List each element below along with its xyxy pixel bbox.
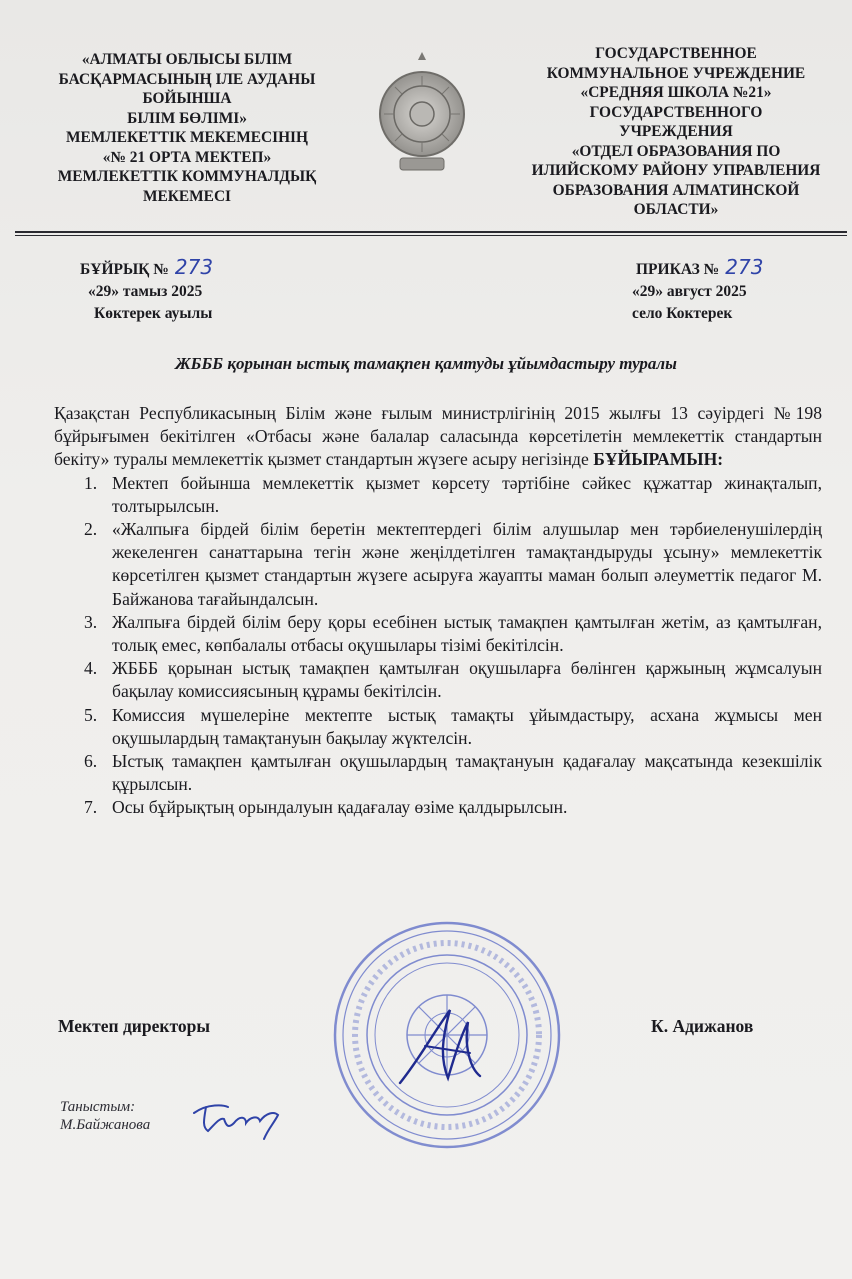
acquainted-label: Таныстым: [60, 1099, 136, 1115]
header-russian-org [505, 44, 847, 220]
order-kz-number: 273 [174, 255, 214, 279]
order-ru-date: «29» август 2025 [632, 283, 747, 300]
header-left-line: МЕМЛЕКЕТТІК МЕКЕМЕСІНІҢ [65, 129, 309, 146]
order-ru-line [636, 256, 820, 281]
header-right-line: «СРЕДНЯЯ ШКОЛА №21» [580, 84, 772, 101]
order-ru-number: 273 [725, 255, 764, 279]
item-text: Ыстық тамақпен қамтылған оқушылардың тамақтануын қадағалау мақсатында кезекшілік құрылсын. [112, 751, 822, 795]
director-signature [400, 1010, 480, 1083]
school-seal-stamp [330, 918, 565, 1153]
header-left-line: БІЛІМ БӨЛІМІ» [127, 109, 247, 127]
item-number: 4. [84, 658, 98, 679]
list-item [54, 796, 822, 819]
item-number: 1. [84, 472, 98, 493]
document-title: ЖБББ қорынан ыстық тамақпен қамтуды ұйымдастыру туралы [175, 354, 677, 373]
order-kz-label: БҰЙРЫҚ № [80, 261, 169, 278]
document-body [54, 402, 822, 820]
header-left-line: БОЙЫНША [142, 90, 232, 107]
state-emblem-icon [372, 46, 472, 178]
signature-name: К. Адижанов [651, 1016, 754, 1036]
header-right-line: КОММУНАЛЬНОЕ УЧРЕЖДЕНИЕ [546, 64, 806, 82]
item-number: 6. [84, 751, 98, 772]
header-left-line: МЕКЕМЕСІ [142, 187, 232, 205]
header-divider [15, 231, 847, 233]
header-divider-thin [15, 235, 847, 236]
header-right-line: УЧРЕЖДЕНИЯ [619, 123, 733, 140]
item-text: Комиссия мүшелеріне мектепте ыстық тамақты ұйымдастыру, асхана жұмысы мен оқушылардың тамақтануын бақылау жүктелсін. [112, 704, 822, 748]
item-text: Осы бұйрықтың орындалуын қадағалау өзіме қалдырылсын. [112, 797, 568, 818]
list-item [54, 750, 822, 796]
item-number: 5. [84, 704, 98, 725]
list-item [54, 611, 822, 657]
header-right-line: «ОТДЕЛ ОБРАЗОВАНИЯ ПО [571, 142, 781, 160]
header-left-line: «АЛМАТЫ ОБЛЫСЫ БІЛІМ [81, 51, 293, 68]
signature-position: Мектеп директоры [58, 1016, 210, 1036]
list-item [54, 472, 822, 518]
header-right-line: ИЛИЙСКОМУ РАЙОНУ УПРАВЛЕНИЯ [531, 162, 821, 179]
order-items-list [54, 472, 822, 820]
header-left-line: БАСҚАРМАСЫНЫҢ ІЛЕ АУДАНЫ [58, 70, 316, 88]
item-text: «Жалпыға бірдей білім беретін мектептердегі білім алушылар мен тәрбиеленушілердің жекеленген санаттарына тегін және жеңілдетілген тамақтандыруды ұсыну» мемлекеттік көрсетілген қызмет стандартын жүзеге асыруға жауапты маман болып әлеуметтік педагог М. Байжанова тағайындалсын. [112, 519, 822, 609]
item-number: 3. [84, 611, 98, 632]
header-right-line: ГОСУДАРСТВЕННОГО [589, 103, 763, 121]
order-kz-date: «29» тамыз 2025 [88, 283, 203, 300]
intro-text: Қазақстан Республикасының Білім және ғылым министрлігінің 2015 жылғы 13 сәуірдегі №198 бұйрығымен бекітілген «Отбасы және балалар саласында көрсетілетін мемлекеттік стандартын бекіту» туралы мемлекеттік қызмет стандартын жүзеге асыру негізінде [54, 403, 822, 470]
order-kz-line [80, 256, 340, 281]
acquainted-signature [188, 1095, 298, 1143]
intro-command: БҰЙЫРАМЫН: [593, 449, 724, 470]
order-kazakh [80, 256, 340, 325]
header-left-line: «№ 21 ОРТА МЕКТЕП» [102, 148, 272, 166]
item-text: Жалпыға бірдей білім беру қоры есебінен ыстық тамақпен қамтылған жетім, аз қамтылған, толық емес, көпбалалы отбасы оқушылары тізімі бекітілсін. [112, 611, 822, 656]
list-item [54, 657, 822, 703]
header-left-line: МЕМЛЕКЕТТІК КОММУНАЛДЫҚ [57, 168, 317, 185]
header-kazakh-org [26, 50, 348, 206]
intro-paragraph [54, 402, 822, 472]
item-number: 2. [84, 519, 98, 540]
item-text: Мектеп бойынша мемлекеттік қызмет көрсету тәртібіне сәйкес құжаттар жинақталып, толтырылсын. [112, 472, 822, 516]
order-kz-place: Көктерек ауылы [94, 305, 213, 322]
header-right-line: ОБРАЗОВАНИЯ АЛМАТИНСКОЙ [552, 181, 800, 199]
order-ru-place: село Коктерек [632, 305, 733, 322]
list-item [54, 704, 822, 750]
item-number: 7. [84, 797, 98, 818]
order-russian [600, 256, 820, 325]
item-text: ЖБББ қорынан ыстық тамақпен қамтылған оқушыларға бөлінген қаржының жұмсалуын бақылау комиссиясының құрамы бекітілсін. [112, 658, 822, 702]
order-ru-label: ПРИКАЗ № [636, 261, 720, 278]
acquainted-name: М.Байжанова [60, 1117, 151, 1133]
header-right-line: ГОСУДАРСТВЕННОЕ [595, 45, 757, 62]
list-item [54, 518, 822, 611]
header-right-line: ОБЛАСТИ» [633, 201, 719, 218]
acquainted-block [60, 1098, 150, 1134]
